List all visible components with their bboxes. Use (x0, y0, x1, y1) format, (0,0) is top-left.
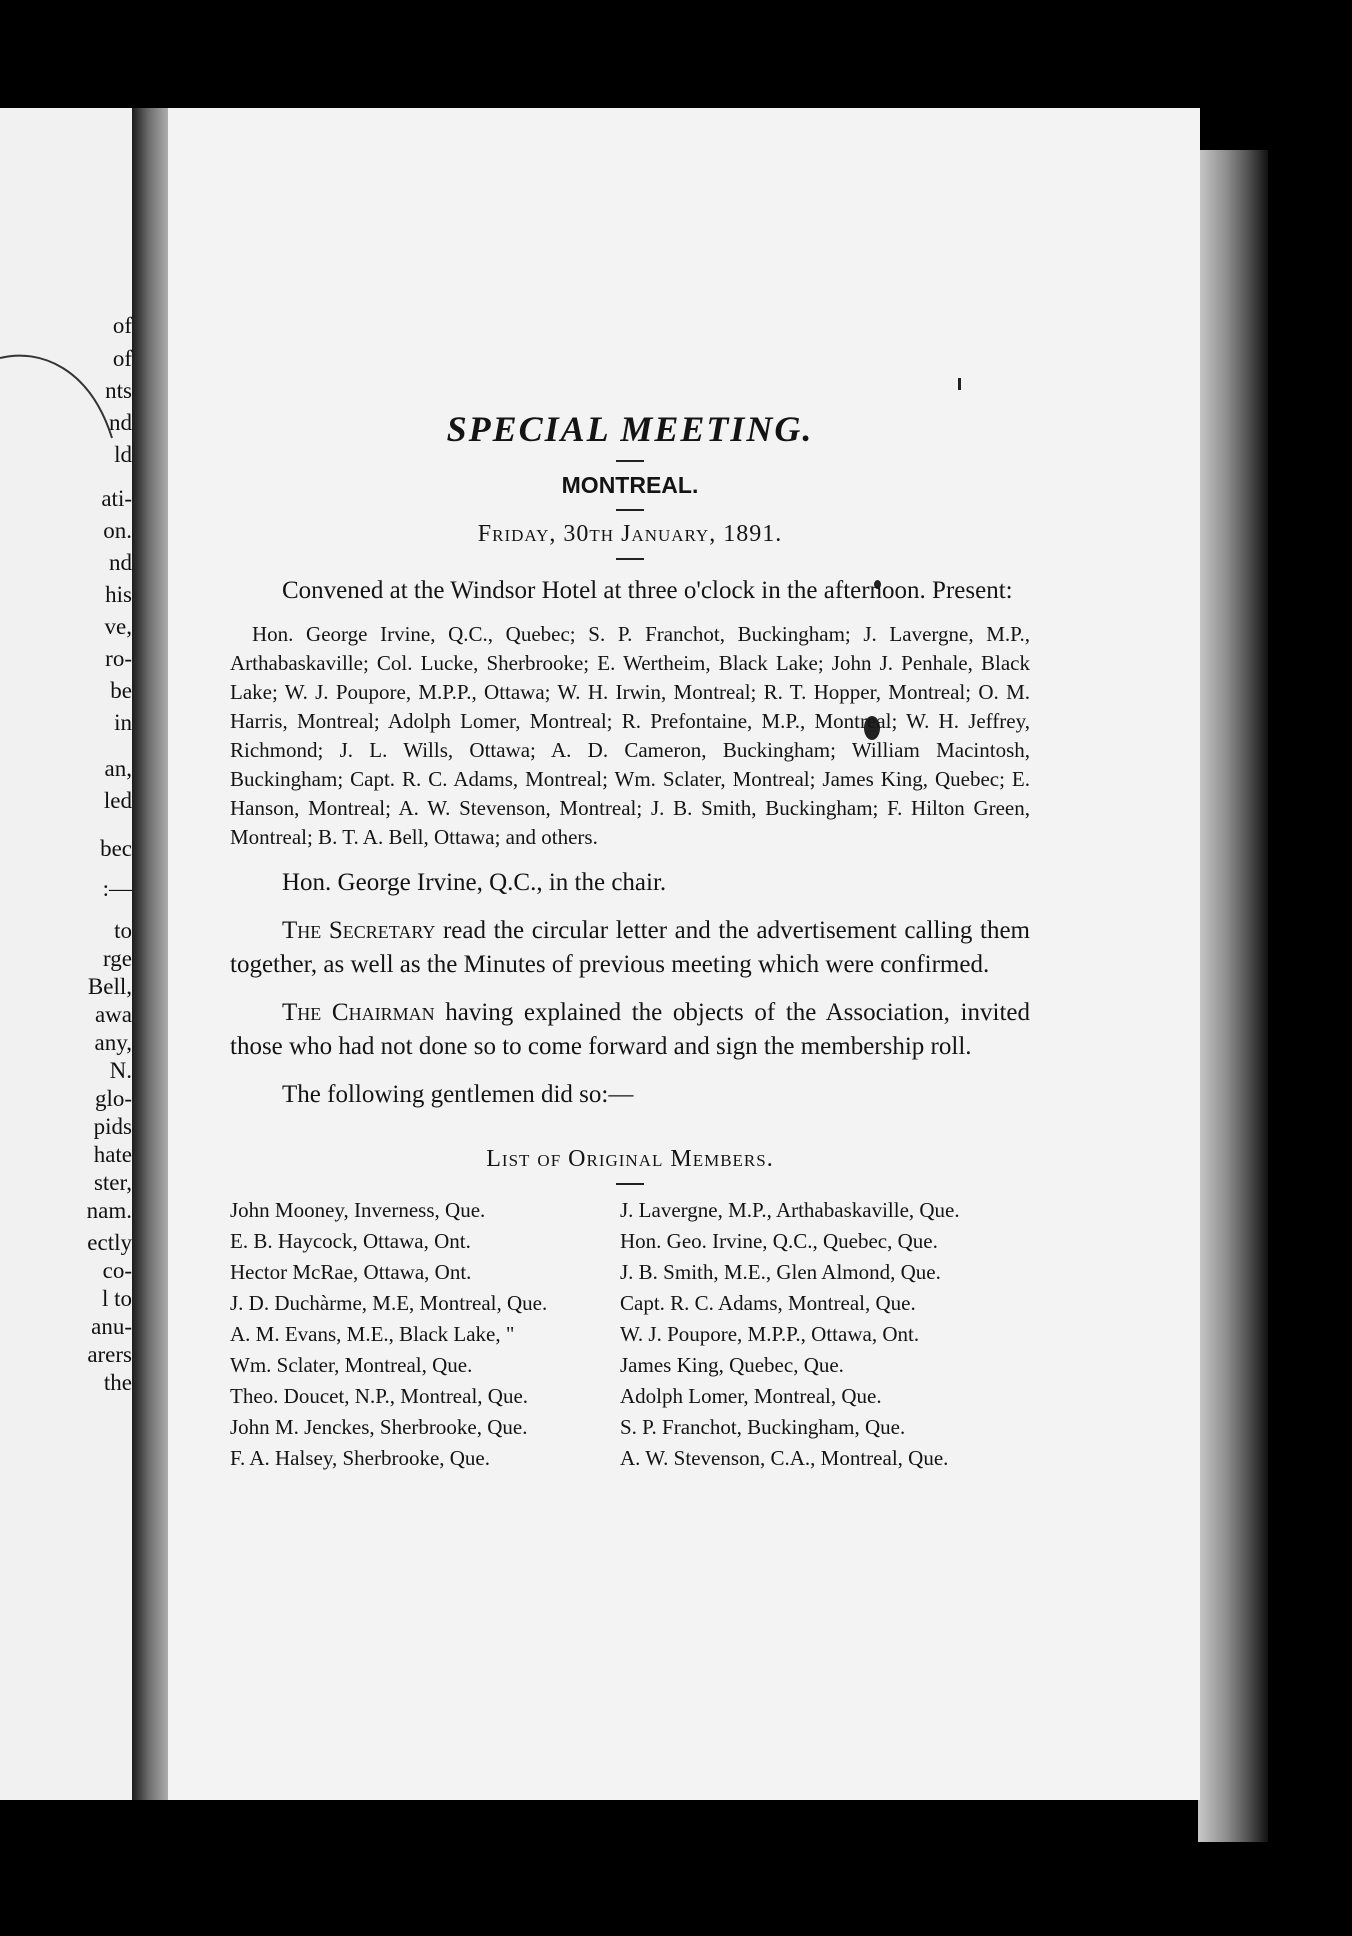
pencil-mark-icon (0, 348, 120, 458)
member-entry: J. Lavergne, M.P., Arthabaskaville, Que. (620, 1198, 960, 1222)
member-entry: J. B. Smith, M.E., Glen Almond, Que. (620, 1260, 941, 1284)
member-entry: W. J. Poupore, M.P.P., Ottawa, Ont. (620, 1322, 920, 1346)
left-page-text-fragment: in (114, 710, 132, 735)
document-content (230, 408, 1030, 1474)
divider (616, 558, 644, 560)
left-page-text-fragment: ve, (104, 614, 132, 639)
left-page-text-fragment: be (110, 678, 132, 703)
left-page-text-fragment: any, (94, 1030, 132, 1055)
left-page-text-fragment: co- (102, 1258, 132, 1283)
member-entry: Hector McRae, Ottawa, Ont. (230, 1260, 472, 1284)
left-page-text-fragment: nd (109, 410, 132, 435)
left-page-text-fragment: pids (93, 1114, 132, 1139)
member-entry: E. B. Haycock, Ottawa, Ont. (230, 1229, 471, 1253)
location-heading: MONTREAL. (561, 472, 699, 498)
left-page-text-fragment: nd (109, 550, 132, 575)
left-page-text-fragment: nts (105, 378, 132, 403)
member-entry: John M. Jenckes, Sherbrooke, Que. (230, 1415, 528, 1439)
chairman-paragraph (230, 996, 1030, 1064)
attendee-list: Hon. George Irvine, Q.C., Quebec; S. P. Franchot, Buckingham; J. Lavergne, M.P., Arthabaskaville; Col. Lucke, Sherbrooke; E. Wertheim, Black Lake; John J. Penhale, Black Lake; W. J. Poupore, M.P.P., Ottawa; W. H. Irwin, Montreal; R. T. Hopper, Montreal; O. M. Harris, Montreal; Adolph Lomer, Montreal; R. Prefontaine, M.P., Montreal; W. H. Jeffrey, Richmond; J. L. Wills, Ottawa; A. D. Cameron, Buckingham; William Macintosh, Buckingham; Capt. R. C. Adams, Montreal; Wm. Sclater, Montreal; James King, Quebec; E. Hanson, Montreal; A. W. Stevenson, Montreal; J. B. Smith, Buckingham; F. Hilton Green, Montreal; B. T. A. Bell, Ottawa; and others. (230, 622, 1030, 849)
left-page-text-fragment: hate (93, 1142, 132, 1167)
divider (616, 509, 644, 511)
member-entry: A. M. Evans, M.E., Black Lake, " (230, 1322, 515, 1346)
date-line: Friday, 30th January, 1891. (477, 521, 783, 547)
left-page-text-fragment: led (103, 788, 132, 813)
chairman-label: The Chairman (282, 999, 435, 1026)
left-page-text-fragment: Bell, (87, 974, 132, 999)
secretary-label: The Secretary (282, 917, 436, 944)
left-page-text-fragment: of (112, 346, 132, 371)
left-page-text-fragment: anu- (91, 1314, 132, 1339)
left-page-text-fragment: N. (109, 1058, 132, 1083)
document-page (168, 108, 1200, 1800)
left-page-text-fragment: ld (114, 442, 132, 467)
left-page-text-fragment: the (103, 1370, 132, 1395)
divider (616, 1183, 644, 1185)
left-page-text-fragment: bec (100, 836, 132, 861)
left-page-text-fragment: ectly (87, 1230, 132, 1255)
members-right-column (620, 1195, 1030, 1474)
left-page-text-fragment: arers (87, 1342, 132, 1367)
secretary-paragraph (230, 914, 1030, 982)
book-gutter (132, 108, 170, 1800)
left-page-text-fragment: rge (103, 946, 132, 971)
member-entry: Adolph Lomer, Montreal, Que. (620, 1384, 882, 1408)
member-entry: Wm. Sclater, Montreal, Que. (230, 1353, 473, 1377)
left-page-text-fragment: awa (94, 1002, 132, 1027)
left-page-text-fragment: his (105, 582, 132, 607)
page-edges (1198, 150, 1268, 1842)
left-page-text-fragment: of (112, 313, 132, 338)
left-page-text-fragment: l to (101, 1286, 132, 1311)
member-entry: James King, Quebec, Que. (620, 1353, 844, 1377)
left-page-text-fragment: ro- (105, 646, 132, 671)
members-list-title: List of Original Members. (486, 1146, 774, 1172)
left-page-fragment (0, 108, 140, 1800)
left-page-text-fragment: on. (103, 518, 132, 543)
page-title: SPECIAL MEETING. (446, 409, 814, 449)
opening-paragraph: Convened at the Windsor Hotel at three o'clock in the afternoon. Present: (282, 577, 1013, 604)
left-page-text-fragment: :— (102, 876, 132, 901)
secretary-text: read the circular letter and the advertisement calling them together, as well as the Minutes of previous meeting which were confirmed. (230, 917, 1030, 978)
left-page-text-fragment: glo- (94, 1086, 132, 1111)
member-entry: A. W. Stevenson, C.A., Montreal, Que. (620, 1446, 949, 1470)
member-entry: F. A. Halsey, Sherbrooke, Que. (230, 1446, 490, 1470)
chair-paragraph: Hon. George Irvine, Q.C., in the chair. (282, 869, 667, 896)
member-entry: S. P. Franchot, Buckingham, Que. (620, 1415, 906, 1439)
left-page-text-fragment: nam. (86, 1198, 132, 1223)
members-columns (230, 1195, 1030, 1474)
divider (616, 460, 644, 462)
members-left-column (230, 1195, 620, 1474)
ink-speck (958, 378, 961, 390)
left-page-text-fragment: to (114, 918, 132, 943)
member-entry: J. D. Duchàrme, M.E, Montreal, Que. (230, 1291, 548, 1315)
left-page-text-fragment: an, (104, 756, 132, 781)
member-entry: Theo. Doucet, N.P., Montreal, Que. (230, 1384, 529, 1408)
left-page-text-fragment: ati- (101, 486, 132, 511)
member-entry: Hon. Geo. Irvine, Q.C., Quebec, Que. (620, 1229, 938, 1253)
member-entry: John Mooney, Inverness, Que. (230, 1198, 486, 1222)
following-paragraph: The following gentlemen did so:— (282, 1081, 634, 1108)
member-entry: Capt. R. C. Adams, Montreal, Que. (620, 1291, 916, 1315)
chairman-text: having explained the objects of the Association, invited those who had not done so to come forward and sign the membership roll. (230, 999, 1030, 1060)
left-page-text-fragment: ster, (93, 1170, 132, 1195)
